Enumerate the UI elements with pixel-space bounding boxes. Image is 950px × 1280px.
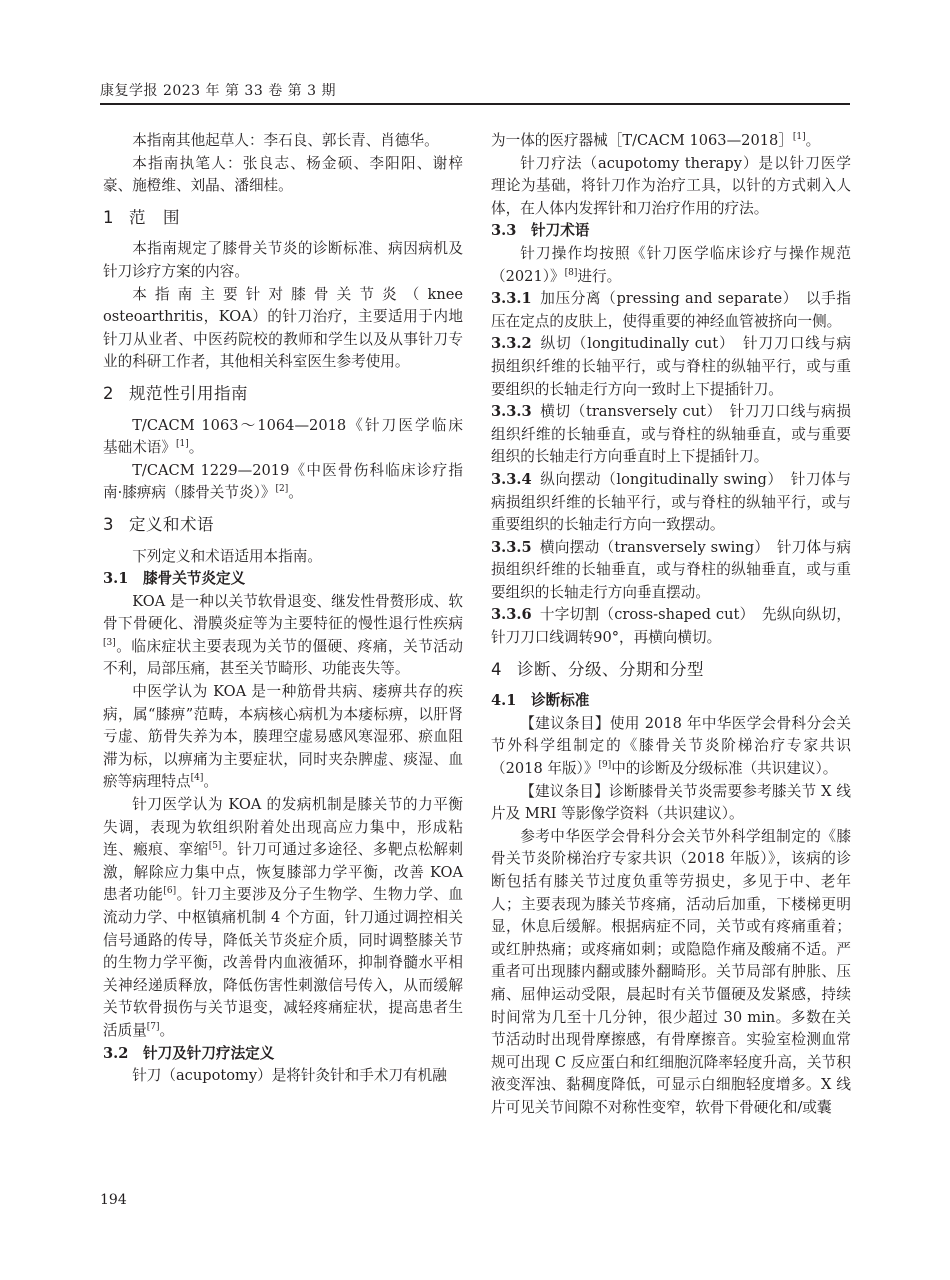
section-title: 定义和术语 [129,514,214,534]
text: 。 [159,1021,175,1039]
term-item [491,537,851,605]
header-rule [100,103,850,105]
citation: [1] [175,439,189,450]
subsection-title: 诊断标准 [531,692,590,710]
paragraph [491,130,851,153]
term-text: 加压分离（pressing and separate） 以手指压在定点的皮肤上，使得重要的神经血管被挤向一侧。 [491,290,851,330]
paragraph: 参考中华医学会骨科分会关节外科学组制定的《膝骨关节炎阶梯治疗专家共识（2018 年版）》，该病的诊断包括有膝关节过度负重等劳损史，多见于中、老年人；主要表现为膝关节疼痛，活动后加重，下楼梯更明显，休息后缓解。根据病症不同，关节或有疼痛重着；或红肿热痛；或疼痛如刺；或隐隐作痛及酸痛不适。严重者可出现膝内翻或膝外翻畸形。关节局部有肿胀、压痛、屈伸运动受限，晨起时有关节僵硬及发紧感，持续时间常为几至十几分钟，很少超过 30 min。多数在关节活动时出现骨摩擦感，有骨摩擦音。实验室检测血常规可出现 C 反应蛋白和红细胞沉降率轻度升高，关节积液变浑浊、黏稠度降低，可显示白细胞轻度增多。X 线片可见关节间隙不对称性变窄，软骨下骨硬化和/或囊 [491,827,851,1116]
subsection-number: 4.1 [491,692,517,710]
section-heading [103,383,463,406]
paragraph: 【建议条目】诊断膝骨关节炎需要参考膝关节 X 线片及 MRI 等影像学资料（共识建议）。 [491,782,851,823]
subsection-heading [491,690,851,713]
paragraph [103,591,463,681]
subsection-heading [103,568,463,591]
term-number: 3.3.5 [491,538,532,556]
term-item [491,333,851,401]
citation: [2] [275,484,289,495]
text: 。 [288,484,303,502]
reference-text: T/CACM 1063～1064—2018《针刀医学临床 基础术语》 [103,416,478,457]
section-number: 2 [103,383,114,403]
citation: [1] [792,132,806,143]
term-text: 纵向摆动（longitudinally swing） 针刀体与病损组织纤维的长轴平行，或与脊柱的纵轴平行，或与重要组织的长轴走行方向一致摆动。 [491,470,851,534]
text: 。针刀主要涉及分子生物学、生物力学、血流动力学、中枢镇痛机制 4 个方面，针刀通过调控相关信号通路的传导，降低关节炎症介质，同时调整膝关节的生物力学平衡，改善骨内血液循环，抑制脊髓水平相关神经递质释放，降低伤害性刺激信号传入，从而缓解关节软骨损伤与关节退变，减轻疼痛症状，提高患者生活质量 [103,886,463,1039]
text: 针刀操作均按照《针刀医学临床诊疗与操作规范（2021）》 [491,244,851,285]
subsection-number: 3.3 [491,222,517,240]
left-column [103,130,478,1088]
text: 进行。 [577,267,622,285]
citation: [3] [103,638,116,649]
section-heading [103,207,463,230]
subsection-title: 针刀及针刀疗法定义 [143,1044,275,1062]
term-number: 3.3.3 [491,403,532,421]
text: 中医学认为 KOA 是一种筋骨共病、痿痹共存的疾病，属“膝痹”范畴，本病核心病机为本痿标痹，以肝肾亏虚、筋骨失养为本，腠理空虚易感风寒湿邪、瘀血阻滞为标，以痹痛为主要症状，同时夹杂脾虚、痰湿、血瘀等病理特点 [103,683,463,791]
paragraph [103,415,478,460]
subsection-title: 针刀术语 [531,222,590,240]
subsection-heading [491,220,851,243]
citation: [7] [146,1022,160,1033]
paragraph [491,713,851,781]
paragraph: 本指南规定了膝骨关节炎的诊断标准、病因病机及针刀诊疗方案的内容。 [103,240,463,280]
section-heading [103,514,463,537]
text: KOA 是一种以关节软骨退变、继发性骨赘形成、软骨下骨硬化、滑膜炎症等为主要特征的慢性退行性疾病 [103,592,463,633]
term-item [491,401,851,469]
section-title: 诊断、分级、分期和分型 [517,659,704,679]
term-number: 3.3.1 [491,290,532,308]
term-item [491,469,851,537]
section-number: 4 [491,659,502,679]
text: 。针刀可通过多途径、多靶点松解刺激，解除应力集中点，恢复膝部力学平衡，改善 KOA 患者功能 [103,841,463,904]
paragraph: 针刀疗法（acupotomy therapy）是以针刀医学理论为基础，将针刀作为治疗工具，以针的方式刺入人体，在人体内发挥针和刀治疗作用的疗法。 [491,154,851,217]
citation: [9] [598,760,612,771]
paragraph: 本指南执笔人：张良志、杨金硕、李阳阳、谢梓豪、施橙维、刘晶、潘细桂。 [103,154,463,195]
paragraph [491,243,851,288]
right-column [491,130,851,1120]
term-text: 十字切割（cross-shaped cut） 先纵向纵切，针刀刀口线调转90°，再横向横切。 [491,606,851,647]
reference-text: T/CACM 1229—2019《中医骨伤科临床诊疗指南·膝痹病（膝骨关节炎）》 [103,461,463,502]
term-number: 3.3.6 [491,606,532,624]
section-heading [491,659,851,682]
subsection-number: 3.1 [103,570,129,588]
section-title: 范 围 [129,207,180,227]
term-text: 横切（transversely cut） 针刀刀口线与病损组织纤维的长轴垂直，或与脊柱的纵轴垂直，或与重要组织的长轴走行方向垂直时上下提插针刀。 [491,403,851,466]
text: 针刀医学认为 KOA 的发病机制是膝关节的力平衡失调，表现为软组织附着处出现高应力集中，形成粘连、瘢痕、挛缩 [103,796,463,859]
text: 。 [188,439,204,457]
page-number: 194 [100,1192,127,1208]
paragraph [103,794,463,1043]
section-number: 1 [103,207,114,227]
paragraph: 针刀（acupotomy）是将针灸针和手术刀有机融 [132,1067,447,1085]
term-item [491,288,851,333]
term-item [491,604,851,649]
section-title: 规范性引用指南 [129,383,248,403]
subsection-heading [103,1043,463,1066]
paragraph: 下列定义和术语适用本指南。 [132,547,322,565]
term-text: 纵切（longitudinally cut） 针刀刀口线与病损组织纤维的长轴平行，或与脊柱的纵轴平行，或与重要组织的长轴走行方向一致时上下提插针刀。 [491,335,851,398]
paragraph [103,681,463,794]
term-text: 横向摆动（transversely swing） 针刀体与病损组织纤维的长轴垂直，或与脊柱的纵轴垂直，或与重要组织的长轴走行方向垂直摆动。 [491,538,851,601]
paragraph [103,460,463,505]
term-number: 3.3.2 [491,335,532,353]
subsection-number: 3.2 [103,1044,129,1062]
term-number: 3.3.4 [491,470,532,488]
citation: [5] [208,841,222,852]
citation: [8] [564,267,578,278]
text: 【建议条目】使用 2018 年中华医学会骨科分会关节外科学组制定的《膝骨关节炎阶梯治疗专家共识（2018 年版）》 [491,714,851,778]
citation: [6] [163,886,177,897]
text: 。 [805,132,821,149]
text: 。临床症状主要表现为关节的僵硬、疼痛，关节活动不利，局部压痛，甚至关节畸形、功能丧失等。 [103,637,463,678]
section-number: 3 [103,514,114,534]
citation: [4] [190,773,204,784]
text: 中的诊断及分级标准（共识建议）。 [611,760,838,778]
text: 为一体的医疗器械［T/CACM 1063—2018］ [491,132,793,149]
paragraph: 本指南其他起草人：李石良、郭长青、肖德华。 [132,132,439,149]
paragraph: 本指南主要针对膝骨关节炎（knee osteoarthritis，KOA）的针刀治疗，主要适用于内地针刀从业者、中医药院校的教师和学生以及从事针刀专业的科研工作者，其他相关科室医生参考使用。 [103,285,463,371]
text: 。 [203,773,218,791]
running-header: 康复学报 2023 年 第 33 卷 第 3 期 [100,83,336,99]
subsection-title: 膝骨关节炎定义 [143,570,246,588]
